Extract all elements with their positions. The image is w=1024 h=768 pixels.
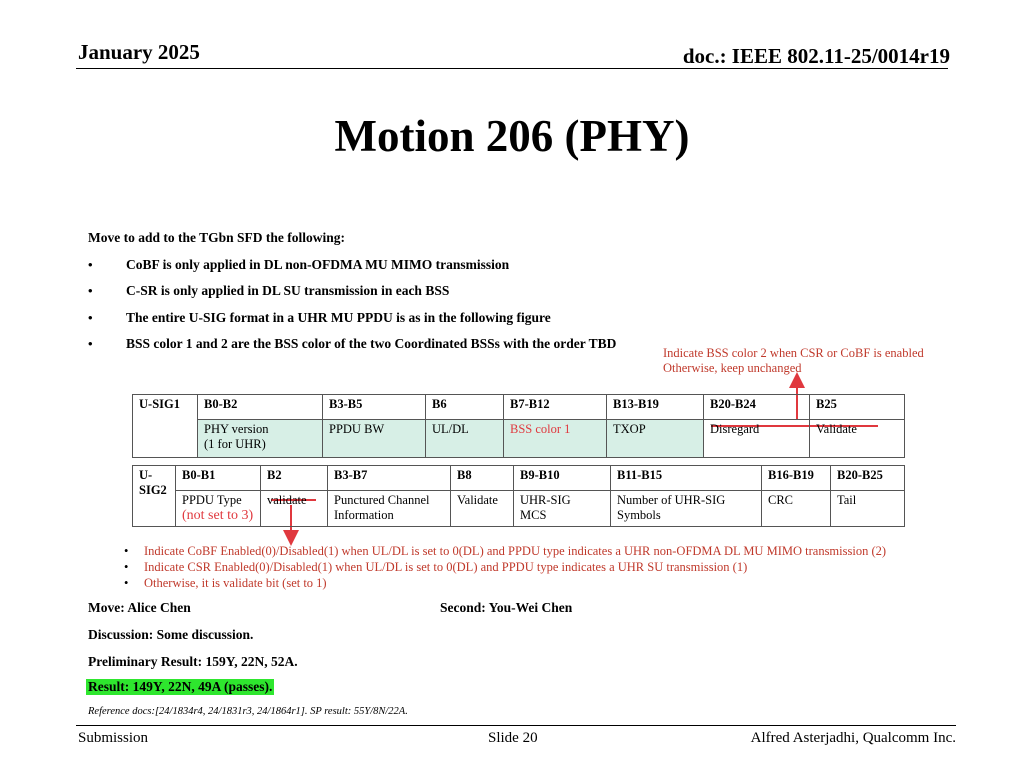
- usig1-cell: PPDU BW: [323, 420, 426, 458]
- usig1-header: B20-B24: [704, 395, 810, 420]
- footer-divider: [76, 725, 956, 726]
- usig2-header: B3-B7: [328, 466, 451, 491]
- usig2-label: [133, 466, 176, 527]
- cell-text: Information: [334, 508, 394, 522]
- usig1-cell-bss-color: BSS color 1: [504, 420, 607, 458]
- usig2-table: [132, 465, 905, 527]
- note-item: • Indicate CoBF Enabled(0)/Disabled(1) when UL/DL is set to 0(DL) and PPDU type indicates a UHR non-OFDMA DL MU MIMO transmission (2): [124, 543, 886, 559]
- cell-text: UHR-SIG: [520, 493, 571, 507]
- header-doc-id: doc.: IEEE 802.11-25/0014r19: [682, 44, 950, 68]
- usig1-header: B7-B12: [504, 395, 607, 420]
- final-result: Result: 149Y, 22N, 49A (passes).: [88, 679, 273, 694]
- cell-text: Punctured Channel: [334, 493, 430, 507]
- usig1-table: [132, 394, 905, 458]
- cell-text: Symbols: [617, 508, 661, 522]
- move-text: Move: Alice Chen: [88, 600, 191, 615]
- usig1-header: B0-B2: [198, 395, 323, 420]
- intro-text: Move to add to the TGbn SFD the following:: [88, 230, 346, 245]
- usig2-cell: [611, 491, 762, 527]
- bullet-item: The entire U-SIG format in a UHR MU PPDU is as in the following figure: [126, 310, 551, 325]
- discussion-text: Discussion: Some discussion.: [88, 627, 254, 642]
- usig1-cell: TXOP: [607, 420, 704, 458]
- usig1-cell: UL/DL: [426, 420, 504, 458]
- usig2-header: B20-B25: [831, 466, 905, 491]
- label-text: SIG2: [139, 483, 167, 497]
- usig2-cell: [328, 491, 451, 527]
- usig1-cell: Disregard: [704, 420, 810, 458]
- bullet-item: C-SR is only applied in DL SU transmission in each BSS: [126, 283, 450, 298]
- usig2-header: B2: [261, 466, 328, 491]
- reference-docs: Reference docs:[24/1834r4, 24/1831r3, 24/1864r1]. SP result: 55Y/8N/22A.: [88, 706, 408, 717]
- usig1-cell: [198, 420, 323, 458]
- note-item: • Indicate CSR Enabled(0)/Disabled(1) when UL/DL is set to 0(DL) and PPDU type indicates a UHR SU transmission (1): [124, 559, 886, 575]
- cell-text: MCS: [520, 508, 547, 522]
- usig2-header: B9-B10: [514, 466, 611, 491]
- figure-notes: [124, 543, 886, 591]
- usig2-cell: Validate: [451, 491, 514, 527]
- annotation-line: Otherwise, keep unchanged: [663, 361, 802, 375]
- usig2-header: B16-B19: [762, 466, 831, 491]
- bullet-marker: •: [88, 283, 93, 298]
- usig2-cell-ppdu-type: [176, 491, 261, 527]
- bullet-marker: •: [88, 257, 93, 272]
- usig1-header: B25: [810, 395, 905, 420]
- preliminary-result: Preliminary Result: 159Y, 22N, 52A.: [88, 654, 298, 669]
- bullet-marker: •: [88, 310, 93, 325]
- cell-text: PPDU Type: [182, 493, 242, 507]
- usig2-cell: Tail: [831, 491, 905, 527]
- usig2-cell: [514, 491, 611, 527]
- usig2-header: B0-B1: [176, 466, 261, 491]
- footer-author: Alfred Asterjadhi, Qualcomm Inc.: [750, 730, 956, 746]
- second-text: Second: You-Wei Chen: [440, 600, 573, 615]
- usig2-cell: CRC: [762, 491, 831, 527]
- annotation-line: Indicate BSS color 2 when CSR or CoBF is enabled: [663, 346, 924, 360]
- bullet-item: CoBF is only applied in DL non-OFDMA MU MIMO transmission: [126, 257, 510, 272]
- usig1-header: B6: [426, 395, 504, 420]
- usig2-cell: validate: [261, 491, 328, 527]
- cell-text: (not set to 3): [182, 508, 254, 523]
- usig1-header: B3-B5: [323, 395, 426, 420]
- label-text: U-: [139, 468, 153, 482]
- usig2-header: B8: [451, 466, 514, 491]
- cell-text: Number of UHR-SIG: [617, 493, 726, 507]
- slide-title: Motion 206 (PHY): [334, 111, 690, 161]
- bullet-marker: •: [88, 336, 93, 351]
- bullet-item: BSS color 1 and 2 are the BSS color of the two Coordinated BSSs with the order TBD: [126, 336, 617, 351]
- footer-submission: Submission: [78, 730, 149, 746]
- cell-text: PHY version: [204, 422, 269, 436]
- cell-text: (1 for UHR): [204, 437, 266, 451]
- usig1-label: U-SIG1: [133, 395, 198, 458]
- usig1-header: B13-B19: [607, 395, 704, 420]
- header-date: January 2025: [78, 40, 200, 64]
- usig2-header: B11-B15: [611, 466, 762, 491]
- usig1-cell: Validate: [810, 420, 905, 458]
- slide-number: Slide 20: [488, 730, 538, 746]
- note-item: • Otherwise, it is validate bit (set to 1): [124, 575, 886, 591]
